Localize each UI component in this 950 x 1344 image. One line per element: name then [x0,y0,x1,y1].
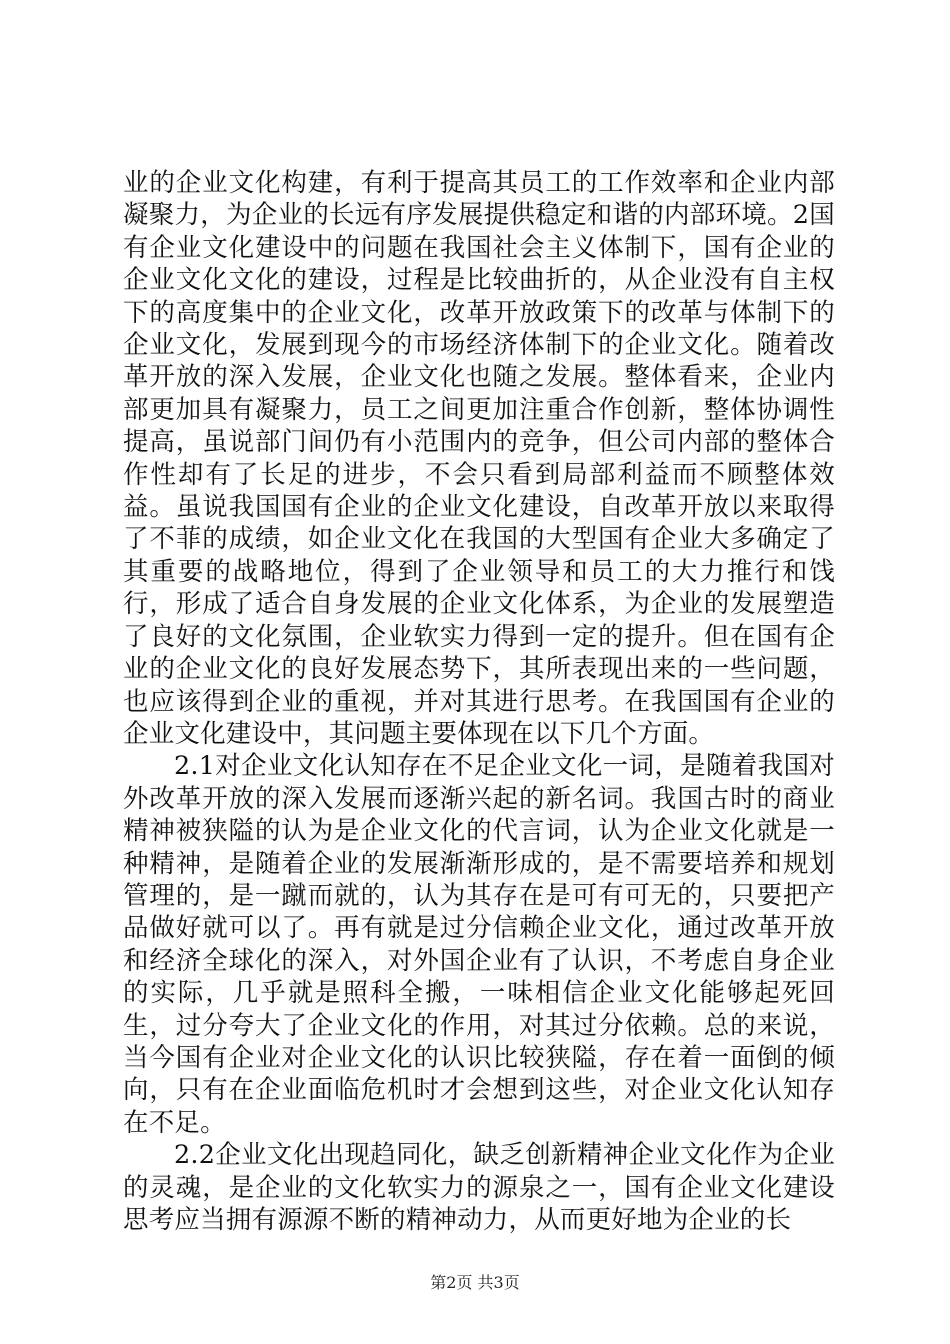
paragraph-section-2-1: 2.1对企业文化认知存在不足企业文化一词，是随着我国对外改革开放的深入发展而逐渐兴起的新名词。我国古时的商业精神被狭隘的认为是企业文化的代言词，认为企业文化就是一种精神，是随着企业的发展渐渐形成的，是不需要培养和规划管理的，是一蹴而就的，认为其存在是可有可无的，只要把产品做好就可以了。再有就是过分信赖企业文化，通过改革开放和经济全球化的深入，对外国企业有了认识，不考虑自身企业的实际，几乎就是照科全搬，一味相信企业文化能够起死回生，过分夸大了企业文化的作用，对其过分依赖。总的来说，当今国有企业对企业文化的认识比较狭隘，存在着一面倒的倾向，只有在企业面临危机时才会想到这些，对企业文化认知存在不足。 [123,751,835,1138]
body-text [123,167,835,1236]
paragraph-continued: 业的企业文化构建，有利于提高其员工的工作效率和企业内部凝聚力，为企业的长远有序发展提供稳定和谐的内部环境。2国有企业文化建设中的问题在我国社会主义体制下，国有企业的企业文化文化的建设，过程是比较曲折的，从企业没有自主权下的高度集中的企业文化，改革开放政策下的改革与体制下的企业文化，发展到现今的市场经济体制下的企业文化。随着改革开放的深入发展，企业文化也随之发展。整体看来，企业内部更加具有凝聚力，员工之间更加注重合作创新，整体协调性提高，虽说部门间仍有小范围内的竞争，但公司内部的整体合作性却有了长足的进步，不会只看到局部利益而不顾整体效益。虽说我国国有企业的企业文化建设，自改革开放以来取得了不菲的成绩，如企业文化在我国的大型国有企业大多确定了其重要的战略地位，得到了企业领导和员工的大力推行和饯行，形成了适合自身发展的企业文化体系，为企业的发展塑造了良好的文化氛围，企业软实力得到一定的提升。但在国有企业的企业文化的良好发展态势下，其所表现出来的一些问题，也应该得到企业的重视，并对其进行思考。在我国国有企业的企业文化建设中，其问题主要体现在以下几个方面。 [123,168,835,749]
paragraph-section-2-2: 2.2企业文化出现趋同化，缺乏创新精神企业文化作为企业的灵魂，是企业的文化软实力的源泉之一，国有企业文化建设思考应当拥有源源不断的精神动力，从而更好地为企业的长 [123,1140,835,1235]
page-footer: 第2页 共3页 [430,1273,520,1292]
